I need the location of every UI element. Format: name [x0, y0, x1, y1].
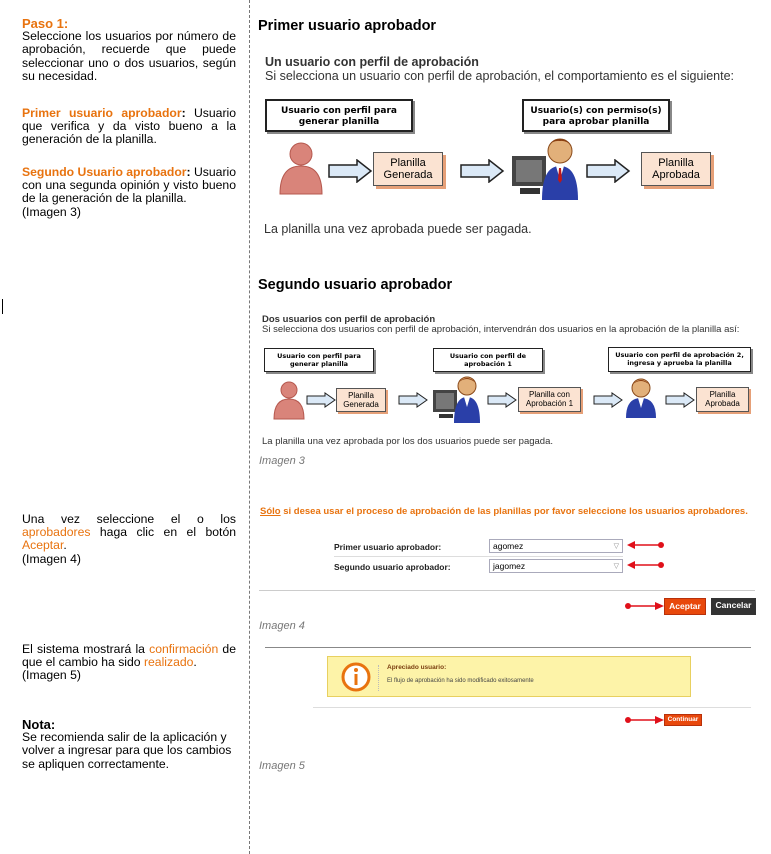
arrow-icon [665, 392, 695, 408]
info-icon [341, 662, 371, 692]
step-title: Paso 1: [22, 16, 69, 31]
arrow-icon [306, 392, 336, 408]
success-alert [327, 656, 691, 697]
alert-separator [378, 665, 379, 691]
img3-box-approver2: Usuario con perfil de aprobación 2, ingresa y aprueba la planilla [608, 347, 751, 372]
image3-ref: (Imagen 3) [22, 204, 81, 219]
image5-caption: Imagen 5 [259, 760, 305, 772]
img3-doc-aprobada: Planilla Aprobada [696, 387, 749, 412]
pointer-arrow-icon [624, 715, 664, 725]
arrow-icon [593, 392, 623, 408]
img1-box-approver: Usuario(s) con permiso(s) para aprobar planilla [522, 99, 670, 132]
note-title: Nota: [22, 717, 56, 732]
img3-doc-generada: Planilla Generada [336, 388, 386, 412]
approver1-computer-icon [430, 374, 485, 424]
step-text: Seleccione los usuarios por número de aprobación, recuerde que puede seleccionar uno o dos usuarios, según su necesidad. [22, 29, 236, 83]
first-approver-desc: Primer usuario aprobador: Usuario que verifica y da visto bueno a la generación de la planilla. [22, 106, 236, 147]
approver-computer-icon [508, 134, 586, 202]
img3-box-approver1: Usuario con perfil de aprobación 1 [433, 348, 543, 372]
arrow-icon [585, 159, 631, 183]
form-divider [259, 590, 755, 591]
img5-top-divider [265, 647, 751, 648]
doc-planilla-generada: Planilla Generada [373, 152, 443, 186]
img4-instruction: Sólo si desea usar el proceso de aprobación de las planillas por favor seleccione los usuarios aprobadores. [260, 506, 748, 517]
note-block [22, 718, 236, 771]
image3-caption: Imagen 3 [259, 455, 305, 467]
chevron-down-icon: ▽ [613, 563, 619, 570]
first-approver-heading: Primer usuario aprobador [258, 18, 437, 34]
text-cursor [2, 299, 3, 314]
row-divider [334, 556, 623, 557]
img1-footer: La planilla una vez aprobada puede ser pagada. [264, 222, 532, 236]
img1-title: Un usuario con perfil de aprobación [265, 55, 479, 69]
second-approver-field-label: Segundo usuario aprobador: [334, 562, 451, 572]
img3-subtitle: Si selecciona dos usuarios con perfil de aprobación, intervendrán dos usuarios en la aprobación de la planilla así: [262, 324, 740, 335]
img3-box-generator: Usuario con perfil para generar planilla [264, 348, 374, 372]
first-approver-select[interactable]: agomez ▽ [489, 539, 623, 553]
pointer-arrow-icon [627, 560, 665, 570]
step-block [22, 17, 236, 83]
confirm-instruction: El sistema mostrará la confirmación de que el cambio ha sido realizado. (Imagen 5) [22, 642, 236, 683]
arrow-icon [327, 159, 373, 183]
second-approver-select[interactable]: jagomez ▽ [489, 559, 623, 573]
approver2-user-icon [624, 377, 658, 419]
img5-divider [313, 707, 751, 708]
arrow-icon [487, 392, 517, 408]
pointer-arrow-icon [627, 540, 665, 550]
pointer-arrow-icon [624, 601, 664, 611]
second-approver-heading: Segundo usuario aprobador [258, 277, 453, 293]
img3-footer: La planilla una vez aprobada por los dos usuarios puede ser pagada. [262, 436, 554, 447]
img1-subtitle: Si selecciona un usuario con perfil de aprobación, el comportamiento es el siguiente: [265, 69, 735, 83]
chevron-down-icon: ▽ [613, 543, 619, 550]
generator-user-icon [272, 380, 306, 420]
img1-box-generator: Usuario con perfil para generar planilla [265, 99, 413, 132]
arrow-icon [398, 392, 428, 408]
first-approver-field-label: Primer usuario aprobador: [334, 542, 442, 552]
second-approver-label: Segundo Usuario aprobador [22, 165, 187, 179]
select-instruction: Una vez seleccione el o los aprobadores haga clic en el botón Aceptar. (Imagen 4) [22, 512, 236, 566]
image4-caption: Imagen 4 [259, 620, 305, 632]
alert-message: El flujo de aprobación ha sido modificado exitosamente [387, 678, 534, 684]
image4-ref: (Imagen 4) [22, 551, 81, 566]
generator-user-icon [277, 140, 325, 195]
note-text: Se recomienda salir de la aplicación y volver a ingresar para que los cambios se apliquen correctamente. [22, 730, 232, 771]
second-approver-desc: Segundo Usuario aprobador: Usuario con una segunda opinión y visto bueno de la generación de la planilla. (Imagen 3) [22, 165, 236, 219]
arrow-icon [459, 159, 505, 183]
img3-title: Dos usuarios con perfil de aprobación [262, 314, 436, 325]
doc-planilla-aprobada: Planilla Aprobada [641, 152, 711, 186]
column-divider [249, 0, 250, 854]
img3-doc-aprobacion1: Planilla con Aprobación 1 [518, 387, 581, 412]
cancel-button[interactable]: Cancelar [711, 598, 756, 615]
continue-button[interactable]: Continuar [664, 714, 702, 726]
first-approver-label: Primer usuario aprobador [22, 106, 182, 120]
alert-title: Apreciado usuario: [387, 664, 447, 671]
image5-ref: (Imagen 5) [22, 668, 81, 683]
accept-button[interactable]: Aceptar [664, 598, 706, 615]
